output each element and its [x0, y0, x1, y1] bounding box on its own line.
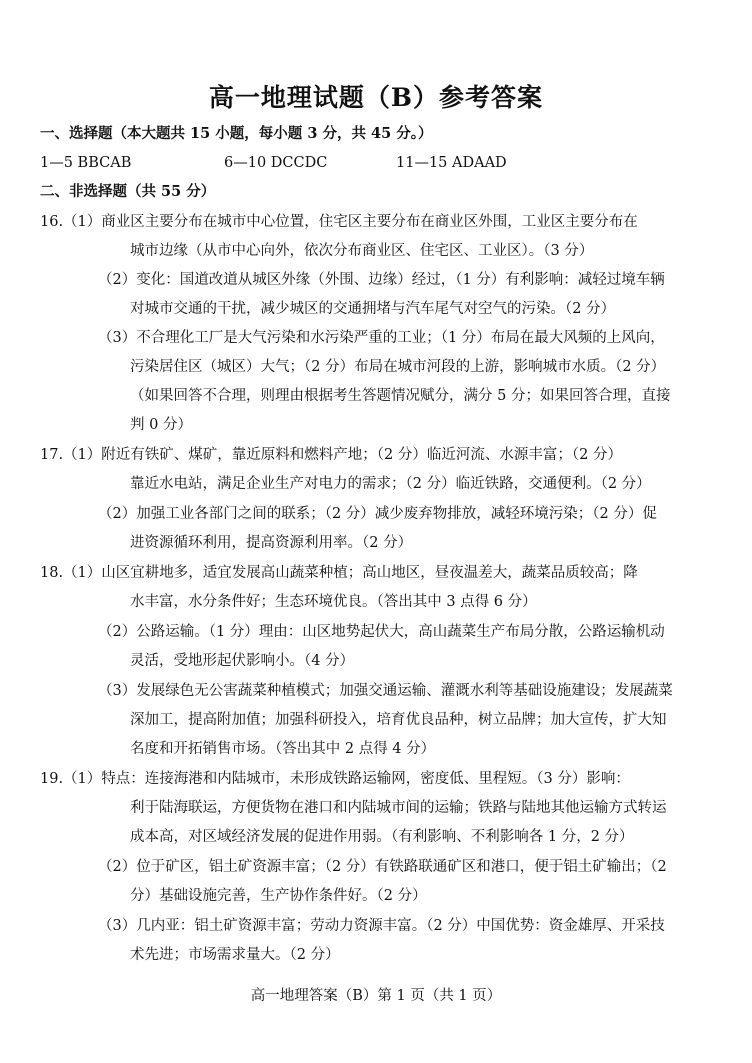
q17-line: （2）加强工业各部门之间的联系；（2 分）减少废弃物排放，减轻环境污染；（2 分）促: [98, 506, 657, 522]
q19-line: 利于陆海联运，方便货物在港口和内陆城市间的运输；铁路与陆地其他运输方式转运: [130, 800, 667, 816]
section1-heading: 一、选择题（本大题共 15 小题，每小题 3 分，共 45 分。）: [40, 125, 433, 142]
q18-line: 名度和开拓销售市场。（答出其中 2 点得 4 分）: [130, 741, 436, 757]
q19-line: 分）基础设施完善，生产协作条件好。（2 分）: [130, 888, 427, 904]
page-footer: 高一地理答案（B）第 1 页（共 1 页）: [250, 988, 502, 1004]
page-title: 高一地理试题（B）参考答案: [208, 83, 544, 112]
q19-line: 19.（1）特点：连接海港和内陆城市，未形成铁路运输网，密度低、里程短。（3 分）影响：: [40, 771, 630, 787]
choice-answers-1-5: 1—5 BBCAB: [40, 155, 132, 171]
q16-line: 判 0 分）: [130, 417, 192, 433]
q18-line: （2）公路运输。（1 分）理由：山区地势起伏大，高山蔬菜生产布局分散，公路运输机动: [98, 624, 665, 640]
q18-line: 18.（1）山区宜耕地多，适宜发展高山蔬菜种植；高山地区，昼夜温差大，蔬菜品质较高；降: [40, 565, 638, 581]
q16-line: （如果回答不合理，则理由根据考生答题情况赋分，满分 5 分；如果回答合理，直接: [130, 388, 671, 404]
q17-line: 靠近水电站，满足企业生产对电力的需求；（2 分）临近铁路，交通便利。（2 分）: [130, 476, 651, 492]
q19-line: （2）位于矿区，铝土矿资源丰富；（2 分）有铁路联通矿区和港口，便于铝土矿输出；（2: [98, 859, 667, 875]
q16-line: （3）不合理化工厂是大气污染和水污染严重的工业；（1 分）布局在最大风频的上风向，: [98, 330, 665, 346]
q18-line: 深加工，提高附加值；加强科研投入，培育优良品种，树立品牌；加大宣传，扩大知: [130, 712, 667, 728]
q17-line: 进资源循环利用，提高资源利用率。（2 分）: [130, 535, 413, 551]
q18-line: 灵活，受地形起伏影响小。（4 分）: [130, 653, 355, 669]
q19-line: （3）几内亚：铝土矿资源丰富；劳动力资源丰富。（2 分）中国优势：资金雄厚、开采技: [98, 918, 665, 934]
q17-line: 17.（1）附近有铁矿、煤矿，靠近原料和燃料产地；（2 分）临近河流、水源丰富；（2 分）: [40, 447, 622, 463]
q16-line: 对城市交通的干扰，减少城区的交通拥堵与汽车尾气对空气的污染。（2 分）: [130, 301, 616, 317]
choice-answers-6-10: 6—10 DCCDC: [224, 155, 328, 171]
choice-answers-11-15: 11—15 ADAAD: [396, 155, 507, 171]
q16-line: 污染居住区（城区）大气；（2 分）布局在城市河段的上游，影响城市水质。（2 分）: [130, 359, 666, 375]
q18-line: （3）发展绿色无公害蔬菜种植模式；加强交通运输、灌溉水利等基础设施建设；发展蔬菜: [98, 683, 673, 699]
q16-line: 城市边缘（从市中心向外，依次分布商业区、住宅区、工业区）。（3 分）: [130, 243, 594, 259]
q16-line: 16.（1）商业区主要分布在城市中心位置，住宅区主要分布在商业区外围，工业区主要分布在: [40, 214, 638, 230]
q19-line: 成本高，对区域经济发展的促进作用弱。（有利影响、不利影响各 1 分，2 分）: [130, 829, 634, 845]
section2-heading: 二、非选择题（共 55 分）: [40, 183, 216, 200]
q16-line: （2）变化：国道改道从城区外缘（外围、边缘）经过，（1 分）有利影响：减轻过境车辆: [98, 272, 665, 288]
q19-line: 术先进；市场需求量大。（2 分）: [130, 947, 340, 963]
q18-line: 水丰富，水分条件好；生态环境优良。（答出其中 3 点得 6 分）: [130, 594, 537, 610]
